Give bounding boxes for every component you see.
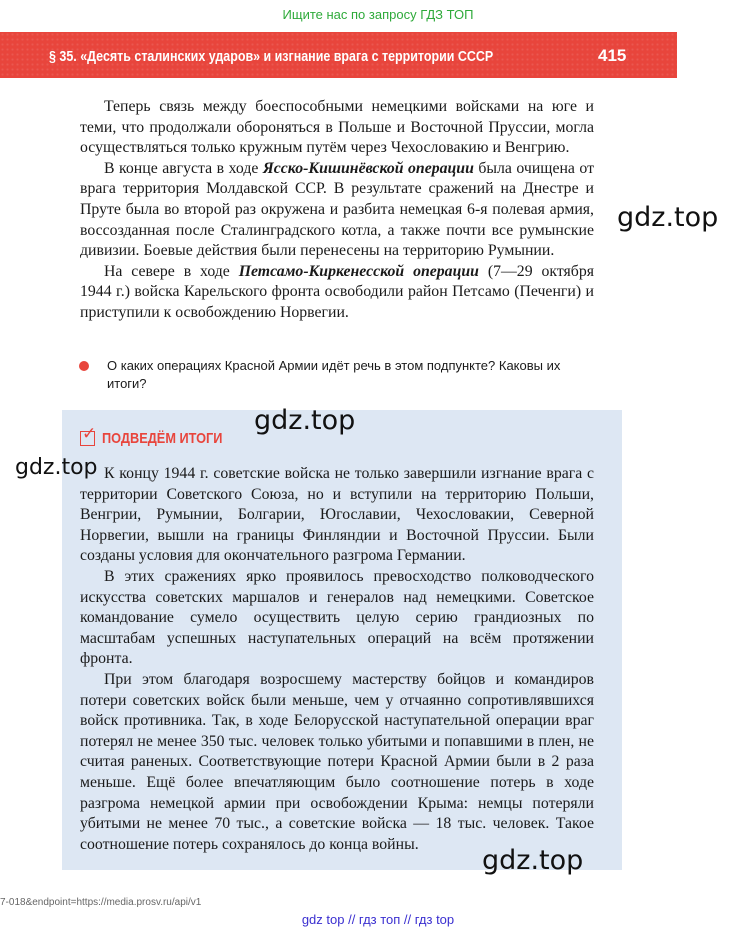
review-question — [80, 357, 594, 392]
url-fragment: 7-018&endpoint=https://media.prosv.ru/api/v1 — [0, 897, 202, 908]
watermark: gdz.top — [482, 845, 584, 876]
summary-paragraph: К концу 1944 г. советские войска не только завершили изгнание врага с территории Советского Союза, но и вступили на территорию Польши, Венгрии, Румынии, Болгарии, Югославии, Чехословакии, Северной Норвегии, вышли на границы Финляндии и Восточной Пруссии. Были созданы условия для окончательного разгрома Германии. — [80, 465, 594, 565]
summary-paragraph: В этих сражениях ярко проявилось превосходство полководческого искусства советских маршалов и генералов над немецкими. Советское командование сумело осуществить целую серию грандиозных по масштабам успешных наступательных операций на всём протяжении фронта. — [80, 567, 594, 668]
question-text: О каких операциях Красной Армии идёт речь в этом подпункте? Каковы их итоги? — [107, 358, 561, 391]
page-number: 415 — [598, 46, 627, 65]
watermark: gdz.top — [617, 202, 719, 233]
red-bullet-icon — [79, 361, 89, 371]
summary-heading — [80, 424, 244, 447]
summary-text — [80, 464, 594, 855]
operation-name: Ясско-Кишинёвской операции — [262, 159, 474, 177]
paragraph: В конце августа в ходе Ясско-Кишинёвской операции была очищена от врага территория Молдавской ССР. В результате сражений на Днестре и Пруте была во второй раз окружена и разбита немецкая 6-я полевая армия, воссозданная после Сталинградского котла, а также почти все румынские дивизии. Боевые действия были перенесены на территорию Румынии. — [80, 159, 595, 260]
search-hint-link[interactable]: Ищите нас по запросу ГДЗ ТОП — [282, 7, 474, 22]
bottom-links[interactable]: gdz top // гдз топ // гдз top — [301, 912, 455, 927]
section-title: § 35. «Десять сталинских ударов» и изгнание врага с территории СССР — [49, 49, 494, 65]
watermark: gdz.top — [254, 405, 356, 436]
summary-paragraph: При этом благодаря возросшему мастерству бойцов и командиров потери советских войск были меньше, чем у отчаянно сопротивлявшихся войск противника. Так, в ходе Белорусской наступательной операции враг потерял не менее 350 тыс. человек только убитыми и попавшими в плен, не считая раненых. Соответствующие потери Красной Армии были в 2 раза меньше. Ещё более впечатляющим было соотношение потерь в ходе разгрома немецкой армии при освобождении Крыма: немцы потеряли убитыми не менее 70 тыс., а советские войска — 18 тыс. человек. Такое соотношение потерь сохранялось до конца войны. — [80, 670, 594, 853]
main-text — [80, 97, 594, 324]
paragraph: На севере в ходе Петсамо-Киркенесской операции (7—29 октября 1944 г.) войска Карельского фронта освободили район Петсамо (Печенги) и приступили к освобождению Норвегии. — [80, 262, 595, 321]
checkbox-check-icon: ✓ — [82, 424, 97, 444]
summary-title: ПОДВЕДЁМ ИТОГИ — [102, 430, 223, 447]
watermark: gdz.top — [15, 455, 98, 480]
operation-name: Петсамо-Киркенесской операции — [238, 262, 479, 280]
paragraph: Теперь связь между боеспособными немецкими войсками на юге и теми, что продолжали обороняться в Польше и Восточной Пруссии, могла осуществляться только кружным путём через Чехословакию и Венгрию. — [80, 98, 594, 157]
